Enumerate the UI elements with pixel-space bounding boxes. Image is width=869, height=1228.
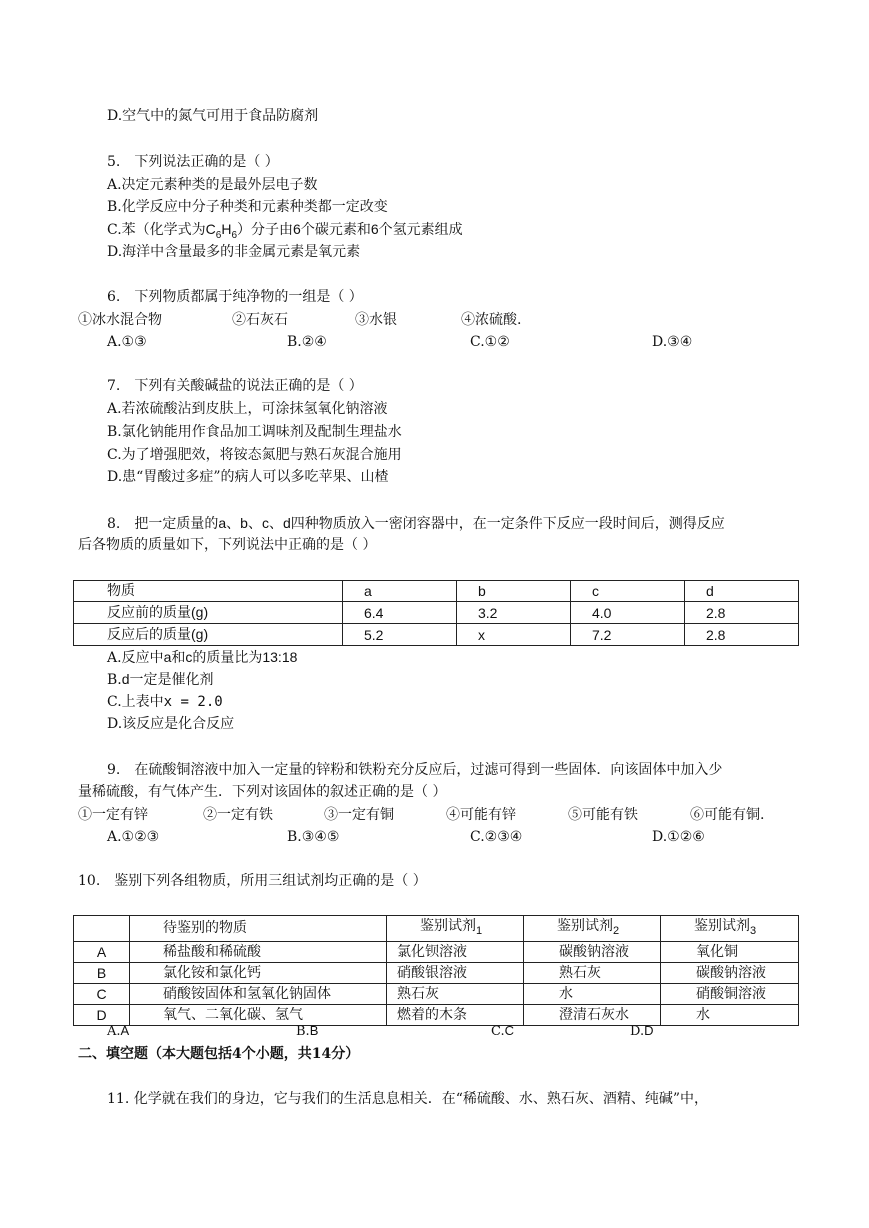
table-cell: 氯化铵和氯化钙	[130, 962, 387, 983]
q8-mass-table	[73, 580, 799, 646]
q6-option-d: D.③④	[652, 334, 693, 350]
q9-stem-line1: 9. 在硫酸铜溶液中加入一定量的锌粉和铁粉充分反应后，过滤可得到一些固体．向该固体中加入少	[107, 762, 723, 778]
benzene-formula: $C_6H_6$	[205, 221, 238, 241]
q6-option-a: A.①③	[107, 334, 147, 350]
table-cell: 水	[661, 1004, 799, 1025]
table-header-cell: 鉴别试剂$_3$	[661, 916, 799, 942]
q7-option-a: A.若浓硫酸沾到皮肤上，可涂抹氢氧化钠溶液	[107, 401, 388, 417]
table-row-key: C	[74, 983, 130, 1004]
table-header-cell: a	[343, 581, 457, 602]
q10-option-d: D.D	[630, 1023, 654, 1039]
table-header-cell: 鉴别试剂$_1$	[387, 916, 524, 942]
table-header-cell: 待鉴别的物质	[130, 916, 387, 942]
q4-option-d: D.空气中的氮气可用于食品防腐剂	[107, 108, 319, 124]
table-cell: 熟石灰	[524, 962, 661, 983]
table-cell: 水	[524, 983, 661, 1004]
table-header-cell	[74, 916, 130, 942]
table-cell: x	[457, 624, 571, 646]
table-cell: 熟石灰	[387, 983, 524, 1004]
table-row-key: A	[74, 941, 130, 962]
q5-stem: 5. 下列说法正确的是（ ）	[107, 154, 279, 170]
table-cell: 澄清石灰水	[524, 1004, 661, 1025]
table-cell: 硝酸银溶液	[387, 962, 524, 983]
table-cell: 硝酸铜溶液	[661, 983, 799, 1004]
q6-item-3: ③水银	[355, 312, 397, 328]
q10-option-a: A.A	[107, 1023, 130, 1039]
table-row	[74, 941, 799, 962]
q6-item-2: ②石灰石	[232, 312, 288, 328]
table-header-cell: 物质	[74, 581, 343, 602]
q9-item-3: ③一定有铜	[324, 807, 394, 823]
table-cell: 氧气、二氧化碳、氢气	[130, 1004, 387, 1025]
q7-option-c: C.为了增强肥效，将铵态氮肥与熟石灰混合施用	[107, 447, 402, 463]
table-cell: 3.2	[457, 602, 571, 624]
q7-option-d: D.患“胃酸过多症”的病人可以多吃苹果、山楂	[107, 469, 389, 485]
table-cell: 4.0	[571, 602, 685, 624]
table-row-label: 反应后的质量(g)	[74, 624, 343, 646]
q10-stem: 10. 鉴别下列各组物质，所用三组试剂均正确的是（ ）	[78, 873, 427, 889]
q7-stem: 7. 下列有关酸碱盐的说法正确的是（ ）	[107, 378, 363, 394]
q9-item-6: ⑥可能有铜.	[690, 807, 765, 823]
q5-option-d: D.海洋中含量最多的非金属元素是氧元素	[107, 244, 361, 260]
table-row-key: D	[74, 1004, 130, 1025]
q5-option-a: A.决定元素种类的是最外层电子数	[107, 177, 318, 193]
q9-stem-line2: 量稀硫酸，有气体产生．下列对该固体的叙述正确的是（ ）	[78, 784, 447, 800]
table-row	[74, 962, 799, 983]
q8-stem-line2: 后各物质的质量如下，下列说法中正确的是（ ）	[78, 537, 377, 553]
q6-stem: 6. 下列物质都属于纯净物的一组是（ ）	[107, 289, 363, 305]
table-cell: 2.8	[685, 624, 799, 646]
q8-option-a: A.反应中a和c的质量比为13:18	[107, 649, 298, 666]
table-cell: 氧化铜	[661, 941, 799, 962]
table-row	[74, 983, 799, 1004]
q8-stem-line1: 8. 把一定质量的a、b、c、d四种物质放入一密闭容器中，在一定条件下反应一段时间后，测得反应	[107, 515, 725, 532]
table-cell: 燃着的木条	[387, 1004, 524, 1025]
table-row-label: 反应前的质量(g)	[74, 602, 343, 624]
q10-reagent-table	[73, 915, 799, 1026]
table-header-row	[74, 916, 799, 942]
q9-option-a: A.①②③	[107, 829, 160, 845]
table-cell: 氯化钡溶液	[387, 941, 524, 962]
q11-stem-line1: 11. 化学就在我们的身边，它与我们的生活息息相关．在“稀硫酸、水、熟石灰、酒精、纯碱”中，	[107, 1091, 709, 1107]
q10-option-b: B.B	[296, 1023, 319, 1039]
table-row	[74, 1004, 799, 1025]
table-header-cell: d	[685, 581, 799, 602]
q6-item-1: ①冰水混合物	[78, 312, 162, 328]
q9-item-2: ②一定有铁	[203, 807, 273, 823]
table-cell: 碳酸钠溶液	[661, 962, 799, 983]
q9-item-4: ④可能有锌	[446, 807, 516, 823]
q9-option-b: B.③④⑤	[287, 829, 340, 845]
q9-option-c: C.②③④	[470, 829, 523, 845]
q8-option-b: B.d一定是催化剂	[107, 671, 214, 688]
table-cell: 5.2	[343, 624, 457, 646]
q10-option-c: C.C	[491, 1023, 515, 1039]
table-row	[74, 602, 799, 624]
table-cell: 6.4	[343, 602, 457, 624]
table-cell: 稀盐酸和稀硫酸	[130, 941, 387, 962]
table-cell: 7.2	[571, 624, 685, 646]
table-header-cell: c	[571, 581, 685, 602]
q9-item-5: ⑤可能有铁	[568, 807, 638, 823]
q9-item-1: ①一定有锌	[78, 807, 148, 823]
table-header-cell: b	[457, 581, 571, 602]
q5-option-b: B.化学反应中分子种类和元素种类都一定改变	[107, 199, 388, 215]
table-header-row	[74, 581, 799, 602]
table-cell: 碳酸钠溶液	[524, 941, 661, 962]
q9-option-d: D.①②⑥	[652, 829, 705, 845]
q6-option-b: B.②④	[287, 334, 327, 350]
q5-option-c: C.苯（化学式为$C_6H_6$）分子由6个碳元素和6个氢元素组成	[107, 221, 463, 241]
q8-option-d: D.该反应是化合反应	[107, 716, 235, 732]
q5-option-c-text: C.苯（化学式为	[107, 222, 206, 238]
table-header-cell: 鉴别试剂$_2$	[524, 916, 661, 942]
table-cell: 硝酸铵固体和氢氧化钠固体	[130, 983, 387, 1004]
q6-option-c: C.①②	[470, 334, 510, 350]
table-row	[74, 624, 799, 646]
table-row-key: B	[74, 962, 130, 983]
q6-item-4: ④浓硫酸.	[461, 312, 522, 328]
q7-option-b: B.氯化钠能用作食品加工调味剂及配制生理盐水	[107, 424, 402, 440]
section-heading: 二、填空题（本大题包括4个小题，共14分）	[78, 1046, 360, 1062]
q8-option-c: C.上表中x = 2.0	[107, 694, 223, 710]
table-cell: 2.8	[685, 602, 799, 624]
